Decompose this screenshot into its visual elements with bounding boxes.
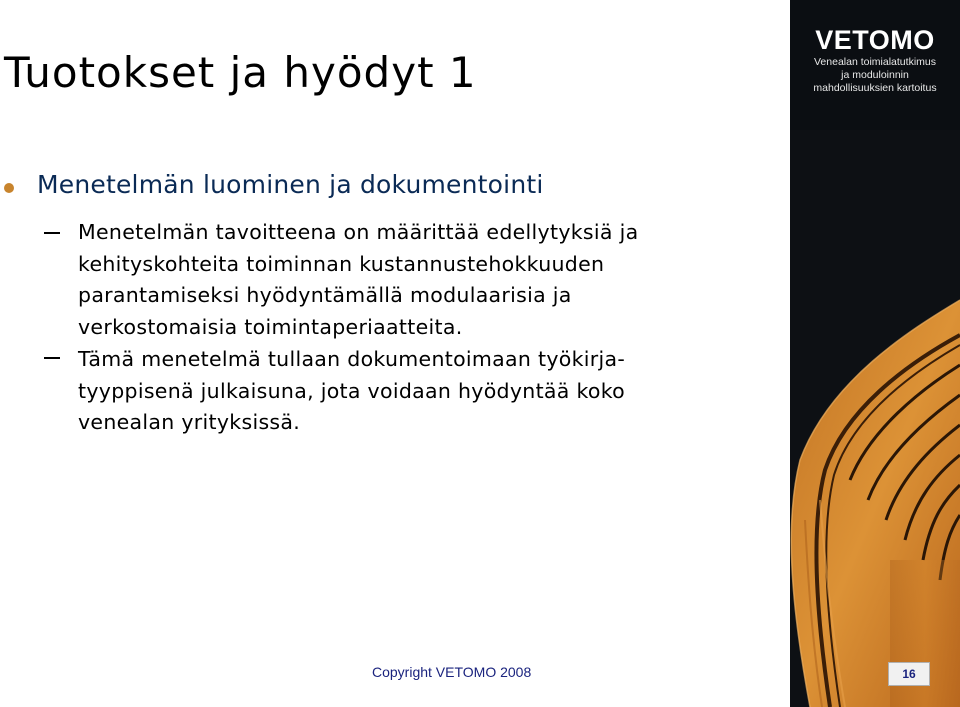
slide-title: Tuotokset ja hyödyt 1 — [4, 48, 477, 97]
page-number: 16 — [888, 662, 930, 686]
bullet-level-2-first: Menetelmän tavoitteena on määrittää edellytyksiä ja kehityskohteita toiminnan kustannustehokkuuden parantamiseksi hyödyntämällä modulaarisia ja verkostomaisia toimintaperiaatteita. — [78, 220, 639, 339]
bullet-level-1: Menetelmän luominen ja dokumentointi — [37, 170, 544, 199]
brand-tagline-line-2: ja moduloinnin — [841, 69, 909, 81]
round-bullet-icon — [4, 183, 14, 193]
brand-name: VETOMO — [815, 25, 935, 55]
dash-bullet-icon — [44, 232, 60, 234]
dash-bullet-icon — [44, 357, 60, 359]
wood-deck-image — [790, 0, 960, 707]
brand-tagline-line-1: Venealan toimialatutkimus — [814, 56, 936, 68]
brand-tagline-line-3: mahdollisuuksien kartoitus — [813, 82, 937, 94]
bullet-level-2-second: Tämä menetelmä tullaan dokumentoimaan työkirja-tyyppisenä julkaisuna, jota voidaan hyödyntää koko venealan yrityksissä. — [78, 347, 626, 434]
brand-block — [800, 24, 950, 95]
decorative-wood-panel — [790, 0, 960, 707]
footer-copyright: Copyright VETOMO 2008 — [372, 664, 532, 680]
